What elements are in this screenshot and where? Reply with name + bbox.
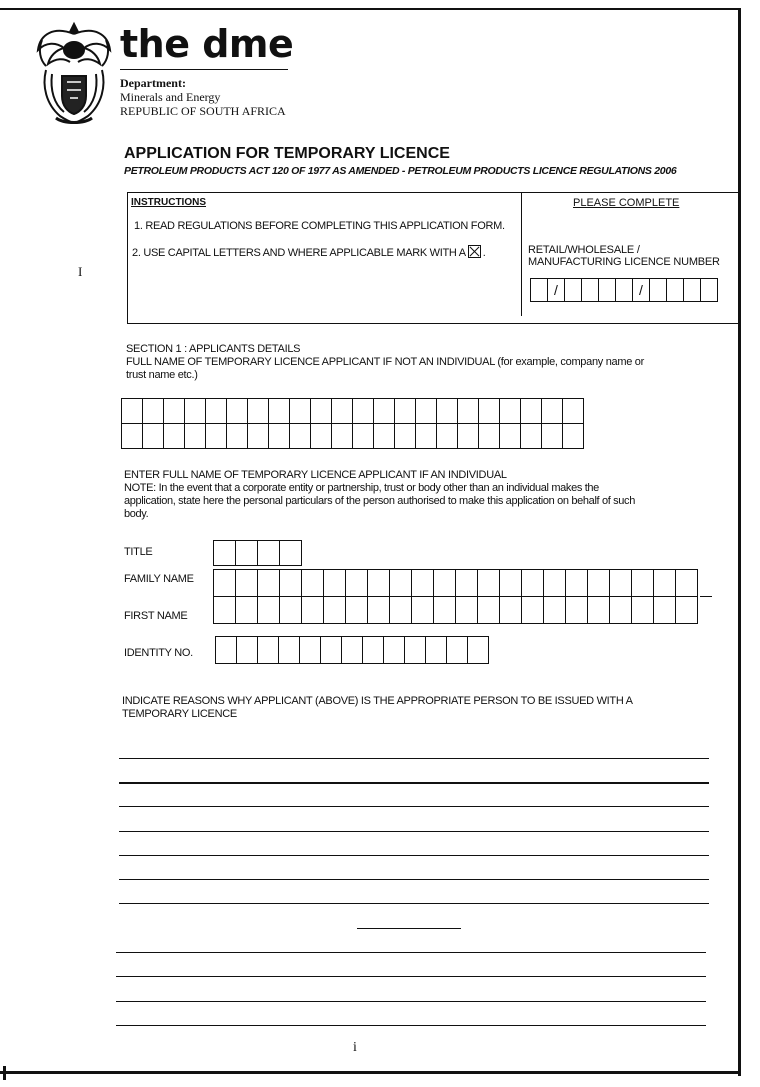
row-extension-line bbox=[440, 636, 468, 637]
character-box[interactable] bbox=[257, 540, 280, 566]
character-box[interactable] bbox=[562, 398, 584, 424]
licence-digit-box[interactable] bbox=[615, 278, 633, 302]
instructions-divider bbox=[521, 192, 522, 316]
character-box[interactable] bbox=[320, 636, 342, 664]
form-subtitle: PETROLEUM PRODUCTS ACT 120 OF 1977 AS AMENDED - PETROLEUM PRODUCTS LICENCE REGULATIONS 2006 bbox=[124, 165, 677, 177]
character-box[interactable] bbox=[383, 636, 405, 664]
title-label: TITLE bbox=[124, 546, 153, 558]
licence-digit-box[interactable] bbox=[649, 278, 667, 302]
page-border-bottom bbox=[0, 1071, 741, 1074]
character-box[interactable] bbox=[331, 398, 353, 424]
character-box[interactable] bbox=[446, 636, 468, 664]
country-label: REPUBLIC OF SOUTH AFRICA bbox=[120, 104, 286, 118]
department-label: Department: Minerals and Energy bbox=[120, 76, 221, 104]
organisation-name-row-2[interactable] bbox=[122, 423, 584, 449]
character-box[interactable] bbox=[521, 569, 544, 597]
writing-line[interactable] bbox=[119, 903, 709, 904]
character-box[interactable] bbox=[477, 596, 500, 624]
character-box[interactable] bbox=[341, 636, 363, 664]
character-box[interactable] bbox=[362, 636, 384, 664]
character-box[interactable] bbox=[467, 636, 489, 664]
character-box[interactable] bbox=[478, 398, 500, 424]
character-box[interactable] bbox=[367, 569, 390, 597]
character-box[interactable] bbox=[411, 596, 434, 624]
character-box[interactable] bbox=[205, 423, 227, 449]
section1-heading: SECTION 1 : APPLICANTS DETAILS bbox=[126, 343, 301, 355]
writing-line[interactable] bbox=[119, 758, 709, 759]
identity-no-label: IDENTITY NO. bbox=[124, 647, 193, 659]
character-box[interactable] bbox=[436, 423, 458, 449]
writing-line[interactable] bbox=[116, 952, 706, 953]
licence-digit-box[interactable] bbox=[581, 278, 599, 302]
character-box[interactable] bbox=[631, 569, 654, 597]
cross-mark-icon bbox=[468, 245, 481, 258]
page-border-corner bbox=[3, 1066, 6, 1080]
character-box[interactable] bbox=[235, 540, 258, 566]
character-box[interactable] bbox=[142, 423, 164, 449]
character-box[interactable] bbox=[235, 569, 258, 597]
page-border-top bbox=[0, 8, 741, 10]
writing-line[interactable] bbox=[119, 855, 709, 856]
character-box[interactable] bbox=[478, 423, 500, 449]
character-box[interactable] bbox=[455, 569, 478, 597]
individual-heading: ENTER FULL NAME OF TEMPORARY LICENCE APPLICANT IF AN INDIVIDUAL bbox=[124, 469, 507, 481]
licence-separator-box[interactable]: / bbox=[632, 278, 650, 302]
character-box[interactable] bbox=[499, 423, 521, 449]
character-box[interactable] bbox=[226, 398, 248, 424]
character-box[interactable] bbox=[653, 569, 676, 597]
character-box[interactable] bbox=[184, 423, 206, 449]
character-box[interactable] bbox=[415, 423, 437, 449]
character-box[interactable] bbox=[213, 540, 236, 566]
character-box[interactable] bbox=[675, 596, 698, 624]
individual-note: NOTE: In the event that a corporate entity or partnership, trust or body other than an individual makes the application, state here the personal particulars of the person authorised to make this application on behalf of such body. bbox=[124, 482, 635, 520]
title-field[interactable] bbox=[214, 540, 302, 566]
character-box[interactable] bbox=[323, 596, 346, 624]
character-box[interactable] bbox=[394, 423, 416, 449]
character-box[interactable] bbox=[520, 398, 542, 424]
licence-digit-box[interactable] bbox=[700, 278, 718, 302]
writing-line[interactable] bbox=[119, 831, 709, 832]
reasons-label: INDICATE REASONS WHY APPLICANT (ABOVE) IS THE APPROPRIATE PERSON TO BE ISSUED WITH A TEMPORARY LICENCE bbox=[122, 695, 633, 720]
character-box[interactable] bbox=[367, 596, 390, 624]
character-box[interactable] bbox=[425, 636, 447, 664]
character-box[interactable] bbox=[433, 569, 456, 597]
licence-digit-box[interactable] bbox=[530, 278, 548, 302]
character-box[interactable] bbox=[310, 398, 332, 424]
character-box[interactable] bbox=[411, 569, 434, 597]
character-box[interactable] bbox=[163, 423, 185, 449]
margin-mark: I bbox=[78, 264, 83, 279]
character-box[interactable] bbox=[301, 569, 324, 597]
character-box[interactable] bbox=[373, 398, 395, 424]
character-box[interactable] bbox=[436, 398, 458, 424]
character-box[interactable] bbox=[247, 423, 269, 449]
character-box[interactable] bbox=[310, 423, 332, 449]
character-box[interactable] bbox=[301, 596, 324, 624]
licence-separator-box[interactable]: / bbox=[547, 278, 565, 302]
character-box[interactable] bbox=[236, 636, 258, 664]
character-box[interactable] bbox=[543, 596, 566, 624]
section1-note: FULL NAME OF TEMPORARY LICENCE APPLICANT IF NOT AN INDIVIDUAL (for example, company name or trust name etc.) bbox=[126, 356, 644, 381]
character-box[interactable] bbox=[477, 569, 500, 597]
character-box[interactable] bbox=[499, 569, 522, 597]
character-box[interactable] bbox=[499, 596, 522, 624]
please-complete-label: PLEASE COMPLETE bbox=[573, 197, 680, 209]
character-box[interactable] bbox=[163, 398, 185, 424]
character-box[interactable] bbox=[215, 636, 237, 664]
row-extension-line bbox=[700, 596, 712, 597]
character-box[interactable] bbox=[373, 423, 395, 449]
character-box[interactable] bbox=[609, 596, 632, 624]
character-box[interactable] bbox=[457, 398, 479, 424]
writing-line[interactable] bbox=[116, 1025, 706, 1026]
writing-line[interactable] bbox=[119, 782, 709, 784]
character-box[interactable] bbox=[323, 569, 346, 597]
character-box[interactable] bbox=[352, 398, 374, 424]
identity-no-field[interactable] bbox=[216, 636, 489, 664]
character-box[interactable] bbox=[268, 398, 290, 424]
organisation-name-row-1[interactable] bbox=[122, 398, 584, 424]
character-box[interactable] bbox=[331, 423, 353, 449]
brand-underline bbox=[120, 69, 288, 70]
licence-number-field[interactable] bbox=[531, 278, 718, 302]
character-box[interactable] bbox=[345, 596, 368, 624]
first-name-field[interactable] bbox=[214, 596, 698, 624]
family-name-label: FAMILY NAME bbox=[124, 573, 194, 585]
character-box[interactable] bbox=[247, 398, 269, 424]
instruction-item-1: 1. READ REGULATIONS BEFORE COMPLETING THIS APPLICATION FORM. bbox=[134, 220, 505, 232]
licence-number-label: RETAIL/WHOLESALE / MANUFACTURING LICENCE NUMBER bbox=[528, 244, 720, 268]
character-box[interactable] bbox=[121, 423, 143, 449]
character-box[interactable] bbox=[345, 569, 368, 597]
character-box[interactable] bbox=[587, 596, 610, 624]
brand-logo-text: the dme bbox=[120, 22, 294, 66]
character-box[interactable] bbox=[675, 569, 698, 597]
character-box[interactable] bbox=[520, 423, 542, 449]
writing-line[interactable] bbox=[119, 806, 709, 807]
character-box[interactable] bbox=[257, 596, 280, 624]
character-box[interactable] bbox=[235, 596, 258, 624]
character-box[interactable] bbox=[631, 596, 654, 624]
form-title: APPLICATION FOR TEMPORARY LICENCE bbox=[124, 145, 450, 162]
character-box[interactable] bbox=[279, 540, 302, 566]
licence-digit-box[interactable] bbox=[666, 278, 684, 302]
character-box[interactable] bbox=[499, 398, 521, 424]
character-box[interactable] bbox=[226, 423, 248, 449]
character-box[interactable] bbox=[279, 569, 302, 597]
character-box[interactable] bbox=[404, 636, 426, 664]
character-box[interactable] bbox=[415, 398, 437, 424]
character-box[interactable] bbox=[394, 398, 416, 424]
character-box[interactable] bbox=[257, 569, 280, 597]
character-box[interactable] bbox=[121, 398, 143, 424]
character-box[interactable] bbox=[142, 398, 164, 424]
character-box[interactable] bbox=[289, 398, 311, 424]
character-box[interactable] bbox=[455, 596, 478, 624]
character-box[interactable] bbox=[521, 596, 544, 624]
family-name-field[interactable] bbox=[214, 569, 698, 597]
first-name-label: FIRST NAME bbox=[124, 610, 188, 622]
licence-digit-box[interactable] bbox=[683, 278, 701, 302]
character-box[interactable] bbox=[565, 569, 588, 597]
licence-digit-box[interactable] bbox=[598, 278, 616, 302]
character-box[interactable] bbox=[213, 569, 236, 597]
character-box[interactable] bbox=[389, 569, 412, 597]
character-box[interactable] bbox=[543, 569, 566, 597]
instructions-heading: INSTRUCTIONS bbox=[131, 197, 206, 208]
writing-line[interactable] bbox=[116, 976, 706, 977]
writing-line[interactable] bbox=[119, 879, 709, 880]
character-box[interactable] bbox=[433, 596, 456, 624]
character-box[interactable] bbox=[268, 423, 290, 449]
character-box[interactable] bbox=[587, 569, 610, 597]
character-box[interactable] bbox=[184, 398, 206, 424]
character-box[interactable] bbox=[541, 423, 563, 449]
character-box[interactable] bbox=[278, 636, 300, 664]
page-border-right bbox=[738, 8, 741, 1076]
writing-line[interactable] bbox=[116, 1001, 706, 1002]
character-box[interactable] bbox=[565, 596, 588, 624]
character-box[interactable] bbox=[653, 596, 676, 624]
instruction-item-2: 2. USE CAPITAL LETTERS AND WHERE APPLICABLE MARK WITH A . bbox=[132, 247, 486, 259]
character-box[interactable] bbox=[289, 423, 311, 449]
character-box[interactable] bbox=[213, 596, 236, 624]
character-box[interactable] bbox=[205, 398, 227, 424]
coat-of-arms-icon bbox=[34, 20, 114, 126]
character-box[interactable] bbox=[299, 636, 321, 664]
writing-line-fragment bbox=[357, 928, 461, 929]
character-box[interactable] bbox=[562, 423, 584, 449]
character-box[interactable] bbox=[257, 636, 279, 664]
character-box[interactable] bbox=[609, 569, 632, 597]
organisation-name-field[interactable] bbox=[122, 398, 584, 449]
character-box[interactable] bbox=[279, 596, 302, 624]
page-number: i bbox=[353, 1040, 357, 1055]
character-box[interactable] bbox=[541, 398, 563, 424]
character-box[interactable] bbox=[389, 596, 412, 624]
character-box[interactable] bbox=[352, 423, 374, 449]
licence-digit-box[interactable] bbox=[564, 278, 582, 302]
character-box[interactable] bbox=[457, 423, 479, 449]
